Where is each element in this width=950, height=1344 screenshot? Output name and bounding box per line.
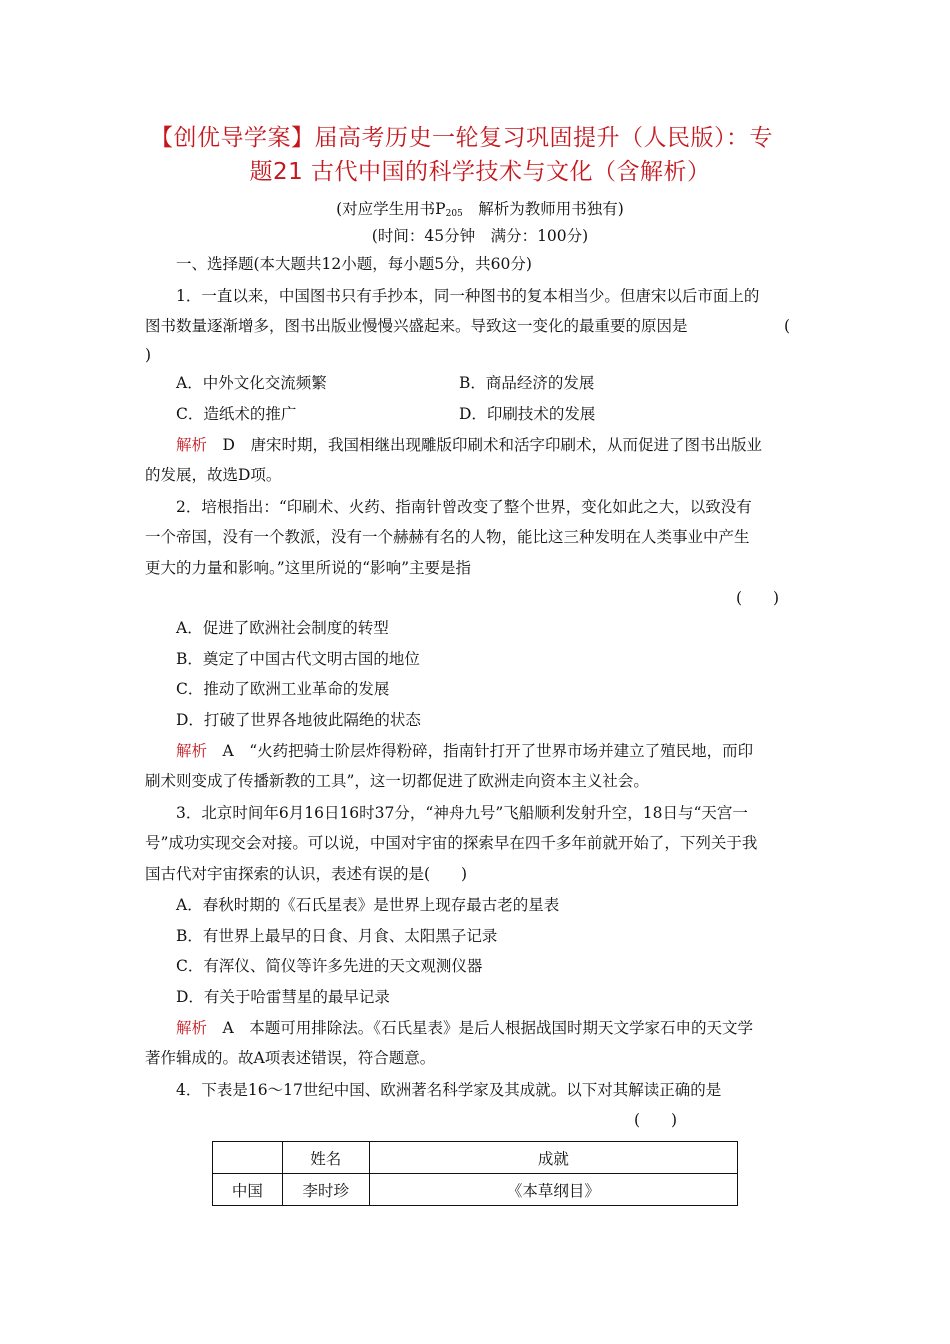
table-header-cell — [213, 1142, 283, 1174]
q3-option-d: D．有关于哈雷彗星的最早记录 — [176, 988, 390, 1006]
q3-option-a: A．春秋时期的《石氏星表》是世界上现存最古老的星表 — [176, 896, 560, 914]
section-heading: 一、选择题(本大题共12小题，每小题5分，共60分) — [176, 255, 532, 273]
analysis-label: 解析 — [176, 1019, 208, 1037]
q2-option-d: D．打破了世界各地彼此隔绝的状态 — [176, 711, 421, 729]
table-cell: 《本草纲目》 — [369, 1174, 737, 1206]
q2-option-b: B．奠定了中国古代文明古国的地位 — [176, 650, 420, 668]
table-cell: 中国 — [213, 1174, 283, 1206]
q3-option-b: B．有世界上最早的日食、月食、太阳黑子记录 — [176, 927, 498, 945]
q1-answer-paren-close: ) — [145, 346, 152, 364]
q2-stem-line-3: 更大的力量和影响。”这里所说的“影响”主要是指 — [145, 559, 472, 577]
q2-analysis-line-2: 刷术则变成了传播新教的工具”，这一切都促进了欧洲走向资本主义社会。 — [145, 772, 649, 790]
title-line-2: 题21 古代中国的科学技术与文化（含解析） — [249, 159, 711, 185]
analysis-label: 解析 — [176, 742, 208, 760]
table-header-cell: 成就 — [369, 1142, 737, 1174]
q3-analysis: 解析 A 本题可用排除法。《石氏星表》是后人根据战国时期天文学家石申的天文学 — [176, 1019, 753, 1037]
q3-stem-line-1: 3．北京时间年6月16日16时37分，“神舟九号”飞船顺利发射升空，18日与“天宫一 — [176, 804, 748, 822]
analysis-label: 解析 — [176, 436, 208, 454]
table-cell: 李时珍 — [282, 1174, 369, 1206]
q1-answer-paren-open: ( — [784, 317, 791, 335]
q1-stem-line-2: 图书数量逐渐增多，图书出版业慢慢兴盛起来。导致这一变化的最重要的原因是 — [145, 317, 688, 335]
scientists-table — [212, 1141, 738, 1206]
q1-analysis: 解析 D 唐宋时期，我国相继出现雕版印刷术和活字印刷术，从而促进了图书出版业 — [176, 436, 762, 454]
q1-analysis-line-2: 的发展，故选D项。 — [145, 466, 282, 484]
q2-option-a: A．促进了欧洲社会制度的转型 — [176, 619, 389, 637]
q2-stem-line-1: 2．培根指出：“印刷术、火药、指南针曾改变了整个世界，变化如此之大，以致没有 — [176, 498, 752, 516]
table-header-cell: 姓名 — [282, 1142, 369, 1174]
q2-analysis: 解析 A “火药把骑士阶层炸得粉碎，指南针打开了世界市场并建立了殖民地，而印 — [176, 742, 754, 760]
q3-stem-line-3: 国古代对宇宙探索的认识，表述有误的是( ) — [145, 865, 468, 883]
q1-option-b: B．商品经济的发展 — [459, 374, 595, 392]
q3-analysis-line-2: 著作辑成的。故A项表述错误，符合题意。 — [145, 1049, 436, 1067]
table-row — [213, 1174, 738, 1206]
q1-option-d: D．印刷技术的发展 — [459, 405, 596, 423]
title-line-1: 【创优导学案】届高考历史一轮复习巩固提升（人民版）：专 — [150, 125, 773, 151]
q3-stem-line-2: 号”成功实现交会对接。可以说，中国对宇宙的探索早在四千多年前就开始了，下列关于我 — [145, 834, 758, 852]
q1-option-a: A．中外文化交流频繁 — [176, 374, 327, 392]
subtitle: (对应学生用书$P_{205}$ 解析为教师用书独有) — [336, 200, 624, 219]
q2-answer-paren: ( ) — [736, 589, 780, 607]
q2-option-c: C．推动了欧洲工业革命的发展 — [176, 680, 390, 698]
q3-option-c: C．有浑仪、简仪等许多先进的天文观测仪器 — [176, 957, 483, 975]
q1-option-c: C．造纸术的推广 — [176, 405, 297, 423]
q4-stem-line-1: 4．下表是16～17世纪中国、欧洲著名科学家及其成就。以下对其解读正确的是 — [176, 1081, 722, 1099]
time-info: (时间：45分钟 满分：100分) — [371, 227, 589, 245]
q1-stem-line-1: 1．一直以来，中国图书只有手抄本，同一种图书的复本相当少。但唐宋以后市面上的 — [176, 287, 760, 305]
table-header-row — [213, 1142, 738, 1174]
q2-stem-line-2: 一个帝国，没有一个教派，没有一个赫赫有名的人物，能比这三种发明在人类事业中产生 — [145, 528, 750, 546]
q4-answer-paren: ( ) — [634, 1111, 678, 1129]
